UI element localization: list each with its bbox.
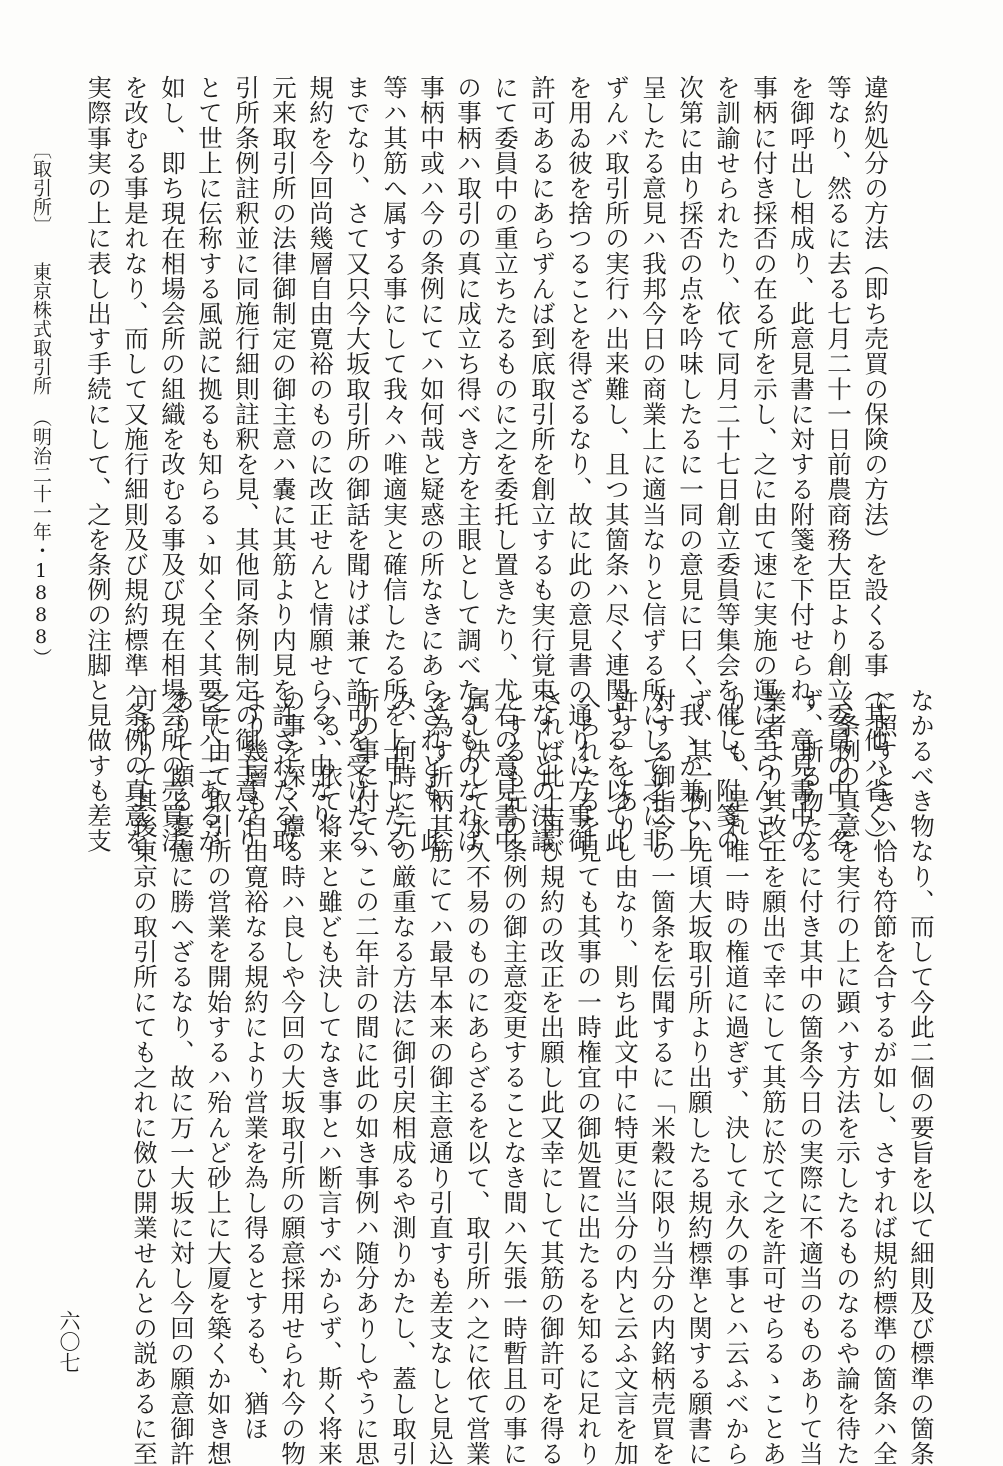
running-header-section: 〔取引所〕 (30, 140, 52, 235)
text-column: 許可あるにあらずんば到底取引所を創立するも実行覚束なしとの決議 (528, 75, 557, 854)
text-column: み、何時に元の厳重なる方法に御引戻相成るや測りかたし、蓋し取引 (389, 688, 418, 1466)
text-column: を用ゐ彼を捨つることを得ざるなり、故に此の意見書の通りに万事御 (565, 75, 594, 854)
text-column: 之に由て取引所の営業を開始するハ殆んど砂上に大厦を築くか如き想 (204, 688, 233, 1466)
text-column: 許す」とありし由なり、則ち此文中に特更に当分の内と云ふ文言を加 (611, 688, 640, 1466)
text-column: 等ハ其筋へ属する事にして我々ハ唯適実と確信したる所を上申したる (380, 75, 409, 854)
text-column: 対する御指令の一箇条を伝聞するに「米穀に限り当分の内銘柄売買を (648, 688, 677, 1466)
text-column: に照すときハ恰も符節を合するが如し、さすれば規約標準の箇条ハ全 (870, 688, 899, 1466)
text-column: より幾層も自由寛裕なる規約により営業を為し得るとするも、猶ほ (241, 688, 270, 1441)
text-column: の事を深く慮る時ハ良しや今回の大坂取引所の願意採用せられ今の物 (278, 688, 307, 1466)
text-column: へられたるを見ても其事の一時権宜の御処置に出たるを知るに足れり (574, 688, 603, 1466)
text-column: 実際事実の上に表し出す手続にして、之を条例の注脚と見做すも差支 (84, 75, 113, 854)
text-column: を御呼出し相成り、此意見書に対する附箋を下付せられ、意見書中の (787, 75, 816, 854)
running-header-era: （明治二十一年・1888） (30, 408, 52, 667)
text-column: 可ありて其後東京の取引所にても之れに傚ひ開業せんとの説あるに至 (130, 688, 159, 1466)
page-number: 六〇七 (57, 1310, 81, 1373)
text-column: 引所条例註釈並に同施行細則註釈を見、其他同条例制定の御主意なり (232, 75, 261, 854)
text-column: く条例の真意を実行の上に顕ハす方法を示したるものなるや論を待た (833, 688, 862, 1466)
text-column: 事柄中或ハ今の条例にてハ如何哉と疑惑の所なきにあらざれども、此 (417, 75, 446, 854)
text-column: の事柄ハ取引の真に成立ち得べき方を主眼として調べたるものなれば (454, 75, 483, 854)
text-column: を改むる事是れなり、而して又施行細則及び規約標準ハ条例の真意を (121, 75, 150, 854)
text-column: を訓諭せられたり、依て同月二十七日創立委員等集会を催し、附箋の (713, 75, 742, 854)
text-column: ずんバ取引所の実行ハ出来難し、且つ其箇条ハ尽く連関するを以て此 (602, 75, 631, 854)
text-column: ず、其一例ハ先頃大坂取引所より出願したる規約標準と関する願書に (685, 688, 714, 1466)
text-column: 違約処分の方法（即ち売買の保険の方法）を設くる事（其他ハ省く） (861, 75, 890, 854)
text-column: にて委員中の重立ちたるものに之を委托し置きたり、尤右の意見書中 (491, 75, 520, 854)
text-column: 業者より其改正を願出で幸にして其筋に於て之を許可せらるゝことあ (759, 688, 788, 1466)
text-column: とするも元の条例の御主意変更することなき間ハ矢張一時暫且の事に (500, 688, 529, 1466)
text-column: 呈したる意見ハ我邦今日の商業上に適当なりと信ずる所にして之に非 (639, 75, 668, 854)
text-column: 所の事に付てハこの二年計の間に此の如き事例ハ随分ありしやうに思 (352, 688, 381, 1466)
text-column: なかるべき物なり、而して今此二個の要旨を以て細則及び標準の箇条 (907, 688, 936, 1466)
text-column: ず、斯る物たるに付き其中の箇条今日の実際に不適当のものありて当 (796, 688, 825, 1466)
text-column: とて世上に伝称する風説に拠るも知らるゝ如く全く其要旨ハ二あるが (195, 75, 224, 854)
text-column: までなり、さて又只今大坂取引所の御話を聞けば兼て許可を受けたる (343, 75, 372, 854)
text-column: を為す折柄其筋にてハ最早本来の御主意通り引直すも差支なしと見込 (426, 688, 455, 1466)
text-column: 元来取引所の法律御制定の御主意ハ嚢に其筋より内見を許されたる取 (269, 75, 298, 854)
running-header-title: 東京株式取引所 (30, 262, 52, 395)
text-column: されば此上再び規約の改正を出願し此又幸にして其筋の御許可を得る (537, 688, 566, 1466)
text-column: ありて頗る憂慮に勝へざるなり、故に万一大坂に対し今回の願意御許 (167, 688, 196, 1466)
text-column: りとも、是れ唯一時の権道に過ぎず、決して永久の事とハ云ふべから (722, 688, 751, 1466)
text-column: 如し、即ち現在相場会所の組織を改むる事及び現在相場会所の売買法 (158, 75, 187, 854)
text-column: 等なり、然るに去る七月二十一日前農商務大臣より創立委員の中一名 (824, 75, 853, 854)
text-column: 次第に由り採否の点を吟味したるに一同の意見に曰く、我ゝが兼て上 (676, 75, 705, 854)
text-column: 属し決して永久不易のものにあらざるを以て、取引所ハ之に依て営業 (463, 688, 492, 1466)
text-column: ハる、依て将来と雖ども決してなき事とハ断言すべからず、斯く将来 (315, 688, 344, 1466)
text-column: 規約を今回尚幾層自由寛裕のものに改正せんと情願せらるゝ由なり、 (306, 75, 335, 854)
text-column: 事柄に付き採否の在る所を示し、之に由て速に実施の運に至らんこと (750, 75, 779, 854)
